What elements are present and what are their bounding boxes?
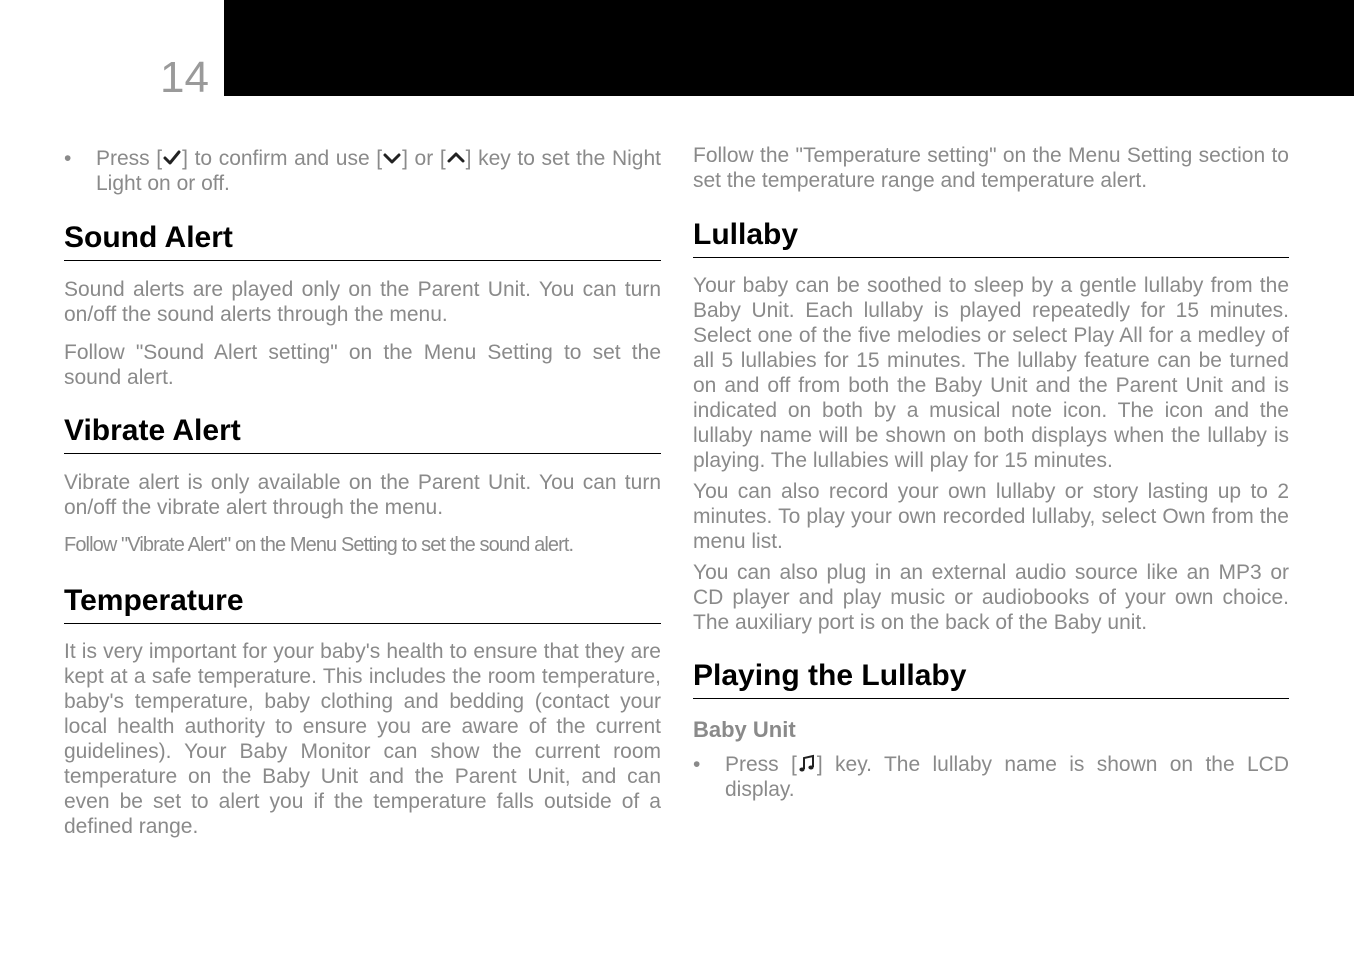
- bullet-text-2: ] to confirm and use [: [182, 147, 383, 170]
- vibrate-alert-heading: Vibrate Alert: [64, 414, 661, 454]
- lullaby-paragraph-3: You can also plug in an external audio source like an MP3 or CD player and play music or audiobooks of your own choice. The auxiliary port is on the back of the Baby unit.: [693, 561, 1289, 634]
- temperature-paragraph: It is very important for your baby's health to ensure that they are kept at a safe temperature. This includes the room temperature, baby's temperature, baby clothing and bedding (contact your local health authority to ensure you are aware of the current guidelines). Your Baby Monitor can show the current room temperature on the Baby Unit and the Parent Unit, and can even be set to alert you if the temperature falls outside of a defined range.: [64, 640, 661, 838]
- left-column: [64, 146, 661, 839]
- lullaby-heading: Lullaby: [693, 218, 1289, 258]
- chevron-down-icon: [382, 148, 402, 168]
- lullaby-paragraph-2: You can also record your own lullaby or story lasting up to 2 minutes. To play your own recorded lullaby, select Own from the menu list.: [693, 480, 1289, 553]
- music-note-icon: [797, 754, 817, 774]
- sound-alert-heading: Sound Alert: [64, 221, 661, 261]
- vibrate-alert-paragraph-2: Follow "Vibrate Alert" on the Menu Setting to set the sound alert.: [64, 534, 574, 556]
- bullet-text-1: Press [: [725, 753, 797, 776]
- temperature-follow-paragraph: Follow the "Temperature setting" on the Menu Setting section to set the temperature range and temperature alert.: [693, 144, 1289, 192]
- chevron-up-icon: [446, 148, 466, 168]
- bullet-text-4: ] key to set the Night Light on or off.: [96, 147, 661, 195]
- check-icon: [162, 148, 182, 168]
- play-lullaby-bullet: [693, 752, 1289, 802]
- page-title: BASIC OPERATION: [243, 56, 651, 100]
- night-light-bullet: [64, 146, 661, 196]
- right-column: [693, 143, 1289, 802]
- playing-lullaby-heading: Playing the Lullaby: [693, 659, 1289, 699]
- baby-unit-subheading: Baby Unit: [693, 717, 796, 742]
- sound-alert-paragraph-1: Sound alerts are played only on the Parent Unit. You can turn on/off the sound alerts through the menu.: [64, 278, 661, 326]
- bullet-text-3: ] or [: [402, 147, 446, 170]
- temperature-heading: Temperature: [64, 584, 661, 624]
- bullet-text-2: ] key. The lullaby name is shown on the LCD display.: [725, 753, 1289, 801]
- page-number: 14: [160, 53, 209, 102]
- sound-alert-paragraph-2: Follow "Sound Alert setting" on the Menu Setting to set the sound alert.: [64, 341, 661, 389]
- bullet-text-1: Press [: [96, 147, 163, 170]
- lullaby-paragraph-1: Your baby can be soothed to sleep by a gentle lullaby from the Baby Unit. Each lullaby is played repeatedly for 15 minutes. Select one of the five melodies or select Play All for a medley of all 5 lullabies for 15 minutes. The lullaby feature can be turned on and off from both the Baby Unit and the Parent Unit and is indicated on both by a musical note icon. The icon and the lullaby name will be shown on both displays when the lullaby is playing. The lullabies will play for 15 minutes.: [693, 274, 1289, 472]
- vibrate-alert-paragraph-1: Vibrate alert is only available on the Parent Unit. You can turn on/off the vibrate alert through the menu.: [64, 471, 661, 519]
- bullet-dot: •: [64, 147, 72, 170]
- bullet-dot: •: [693, 753, 701, 776]
